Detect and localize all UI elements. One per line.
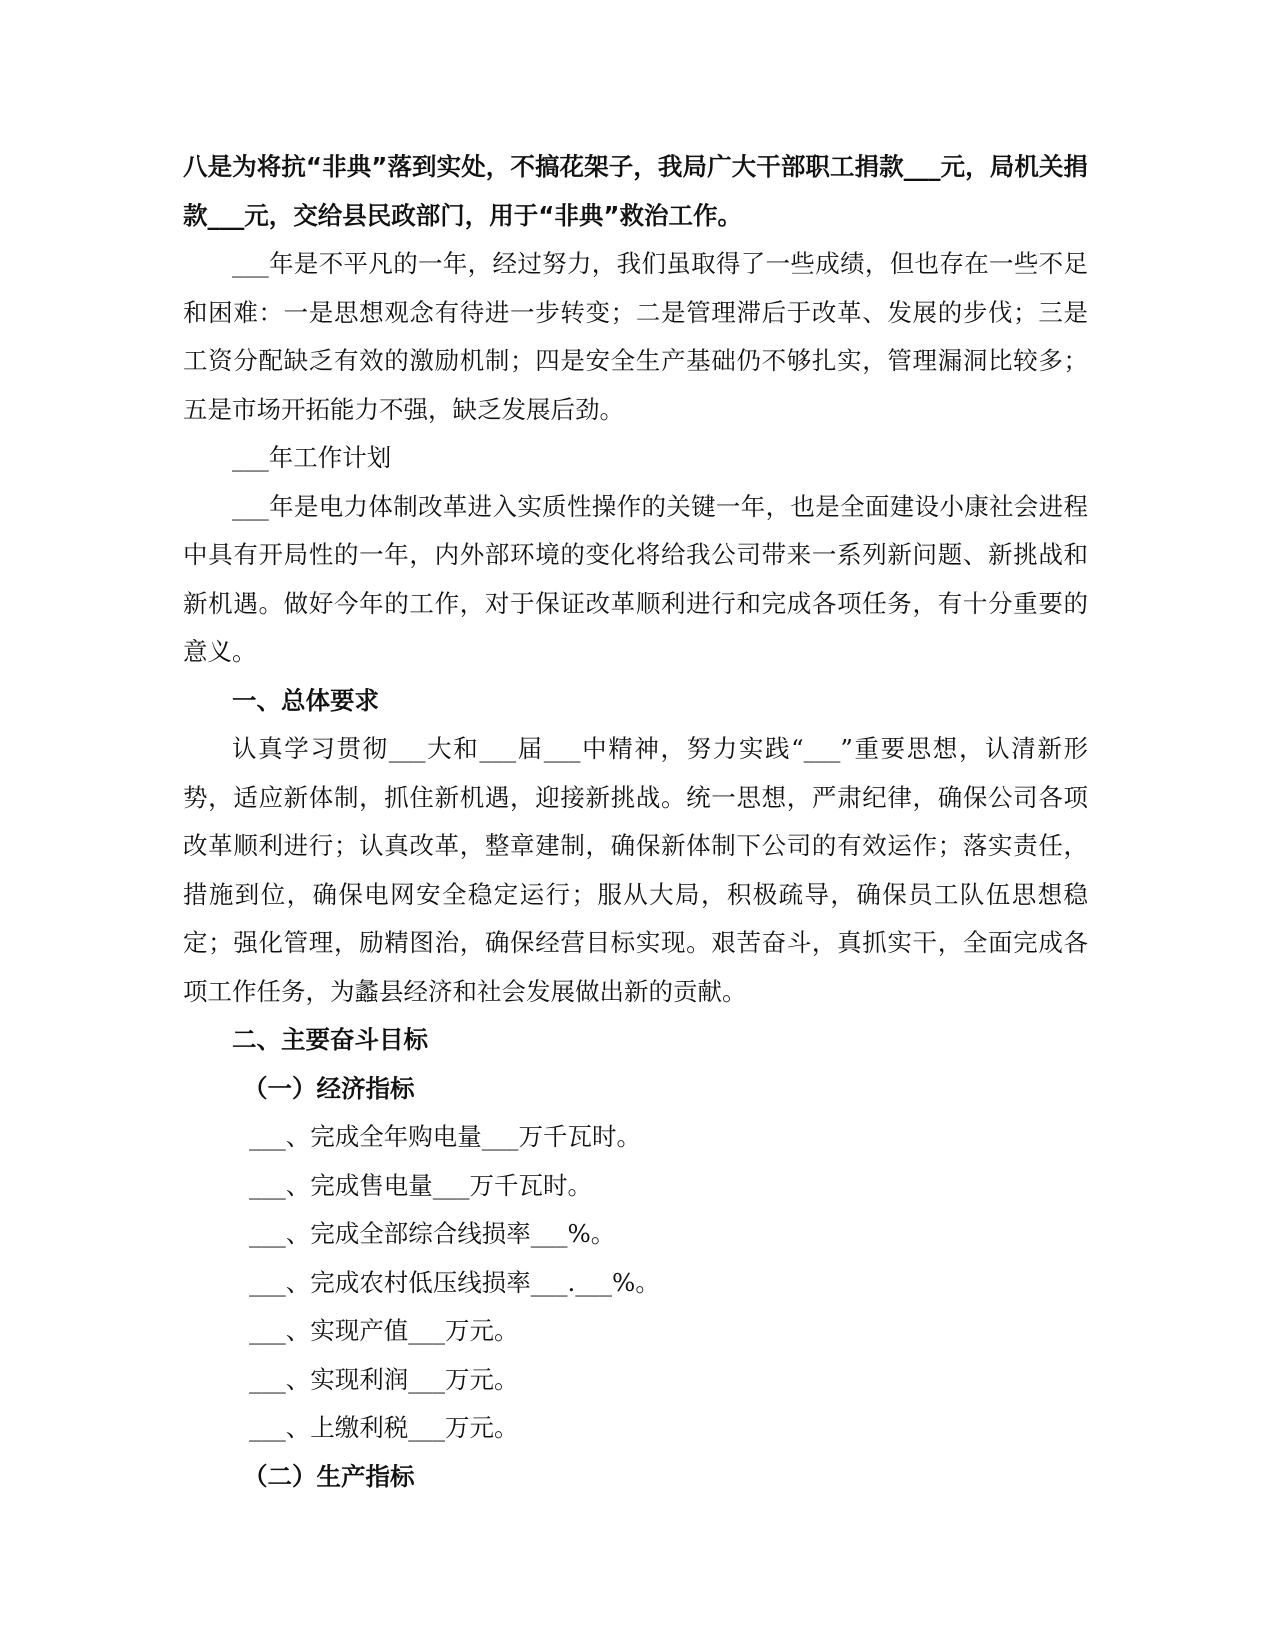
list-item: ___、上缴利税___万元。 (249, 1413, 519, 1442)
paragraph-general-requirements: 认真学习贯彻___大和___届___中精神，努力实践“___”重要思想，认清新形势，适应新体制，抓住新机遇，迎接新挑战。统一思想，严肃纪律，确保公司各项改革顺利进行；认真改革，整章建制，确保新体制下公司的有效运作；落实责任，措施到位，确保电网安全稳定运行；服从大局，积极疏导，确保员工队伍思想稳定；强化管理，励精图治，确保经营目标实现。艰苦奋斗，真抓实干，全面完成各项工作任务，为蠡县经济和社会发展做出新的贡献。 (183, 734, 1088, 1006)
paragraph-work-plan-title: ___年工作计划 (232, 443, 392, 472)
heading-main-goals: 二、主要奋斗目标 (232, 1025, 428, 1054)
list-item: ___、完成全年购电量___万千瓦时。 (249, 1122, 641, 1151)
list-item: ___、完成全部综合线损率___%。 (249, 1219, 616, 1248)
paragraph-donation: 八是为将抗“非典”落到实处，不搞花架子，我局广大干部职工捐款___元，局机关捐款___元，交给县民政部门，用于“非典”救治工作。 (183, 152, 1088, 230)
list-item: ___、实现产值___万元。 (249, 1316, 519, 1345)
list-item: ___、完成售电量___万千瓦时。 (249, 1170, 592, 1200)
document-page (183, 143, 1088, 1501)
heading-economic-indicators: （一）经济指标 (243, 1073, 415, 1103)
paragraph-shortcomings: ___年是不平凡的一年，经过努力，我们虽取得了一些成绩，但也存在一些不足和困难：一是思想观念有待进一步转变；二是管理滞后于改革、发展的步伐；三是工资分配缺乏有效的激励机制；四是安全生产基础仍不够扎实，管理漏洞比较多；五是市场开拓能力不强，缺乏发展后劲。 (183, 249, 1088, 424)
list-item: ___、完成农村低压线损率___.___%。 (249, 1267, 660, 1297)
list-item: ___、实现利润___万元。 (249, 1364, 519, 1394)
heading-general-requirements: 一、总体要求 (232, 685, 379, 715)
heading-production-indicators: （二）生产指标 (243, 1461, 415, 1491)
paragraph-reform-year: ___年是电力体制改革进入实质性操作的关键一年，也是全面建设小康社会进程中具有开局性的一年，内外部环境的变化将给我公司带来一系列新问题、新挑战和新机遇。做好今年的工作，对于保证改革顺利进行和完成各项任务，有十分重要的意义。 (183, 491, 1088, 666)
